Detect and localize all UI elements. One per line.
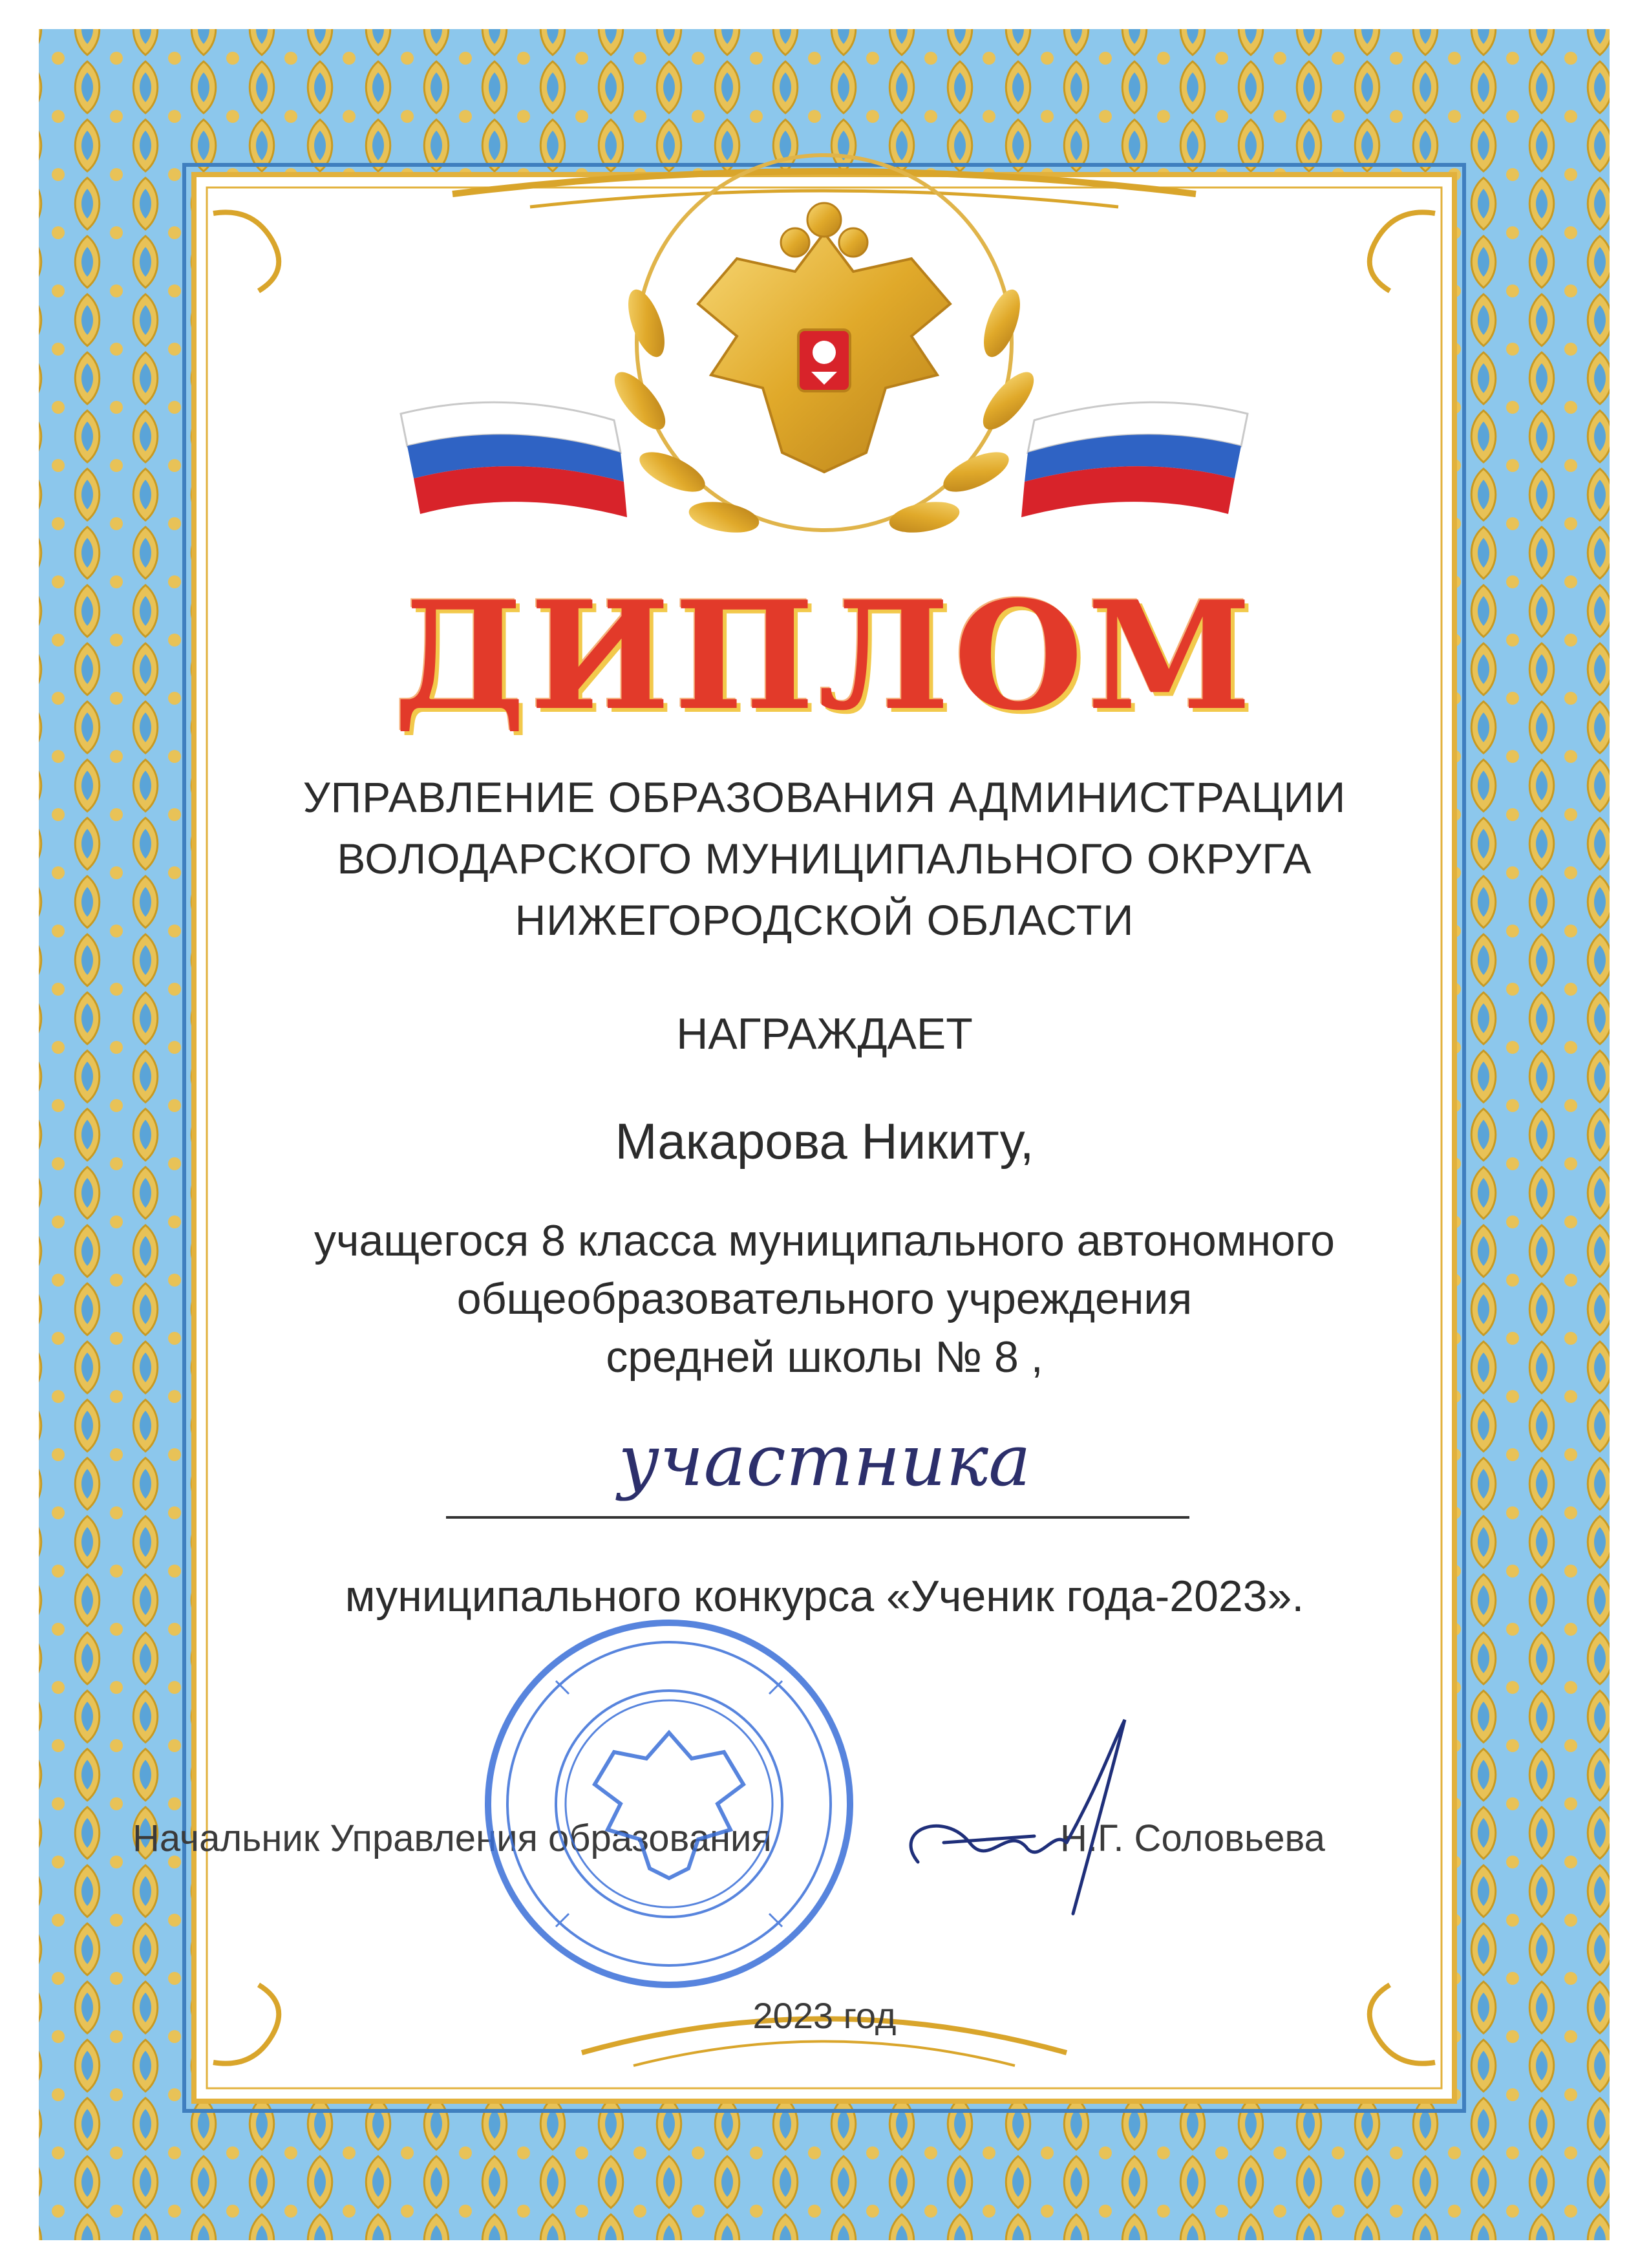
status-underline: [446, 1516, 1189, 1519]
issuer-line-2: ВОЛОДАРСКОГО МУНИЦИПАЛЬНОГО ОКРУГА: [337, 835, 1312, 883]
issuer-line-3: НИЖЕГОРОДСКОЙ ОБЛАСТИ: [515, 896, 1134, 944]
status-handwritten: участника: [618, 1419, 1031, 1502]
description-line-3: средней школы № 8 ,: [606, 1332, 1043, 1382]
description-line-2: общеобразовательного учреждения: [456, 1274, 1193, 1323]
signatory-position: Начальник Управления образования: [133, 1817, 772, 1859]
contest-name: муниципального конкурса «Ученик года-2023».: [345, 1572, 1304, 1621]
award-action: НАГРАЖДАЕТ: [676, 1009, 973, 1058]
recipient-name: Макарова Никиту,: [615, 1113, 1034, 1170]
flag-right: [1021, 402, 1248, 517]
flag-left: [401, 402, 627, 517]
description-line-1: учащегося 8 класса муниципального автономного: [314, 1216, 1335, 1265]
issue-year: 2023 год: [752, 1995, 897, 2036]
issuer-line-1: УПРАВЛЕНИЕ ОБРАЗОВАНИЯ АДМИНИСТРАЦИИ: [303, 773, 1346, 821]
signatory-name: Н.Г. Соловьева: [1060, 1817, 1325, 1859]
diploma-title: ДИПЛОМ: [393, 569, 1256, 744]
